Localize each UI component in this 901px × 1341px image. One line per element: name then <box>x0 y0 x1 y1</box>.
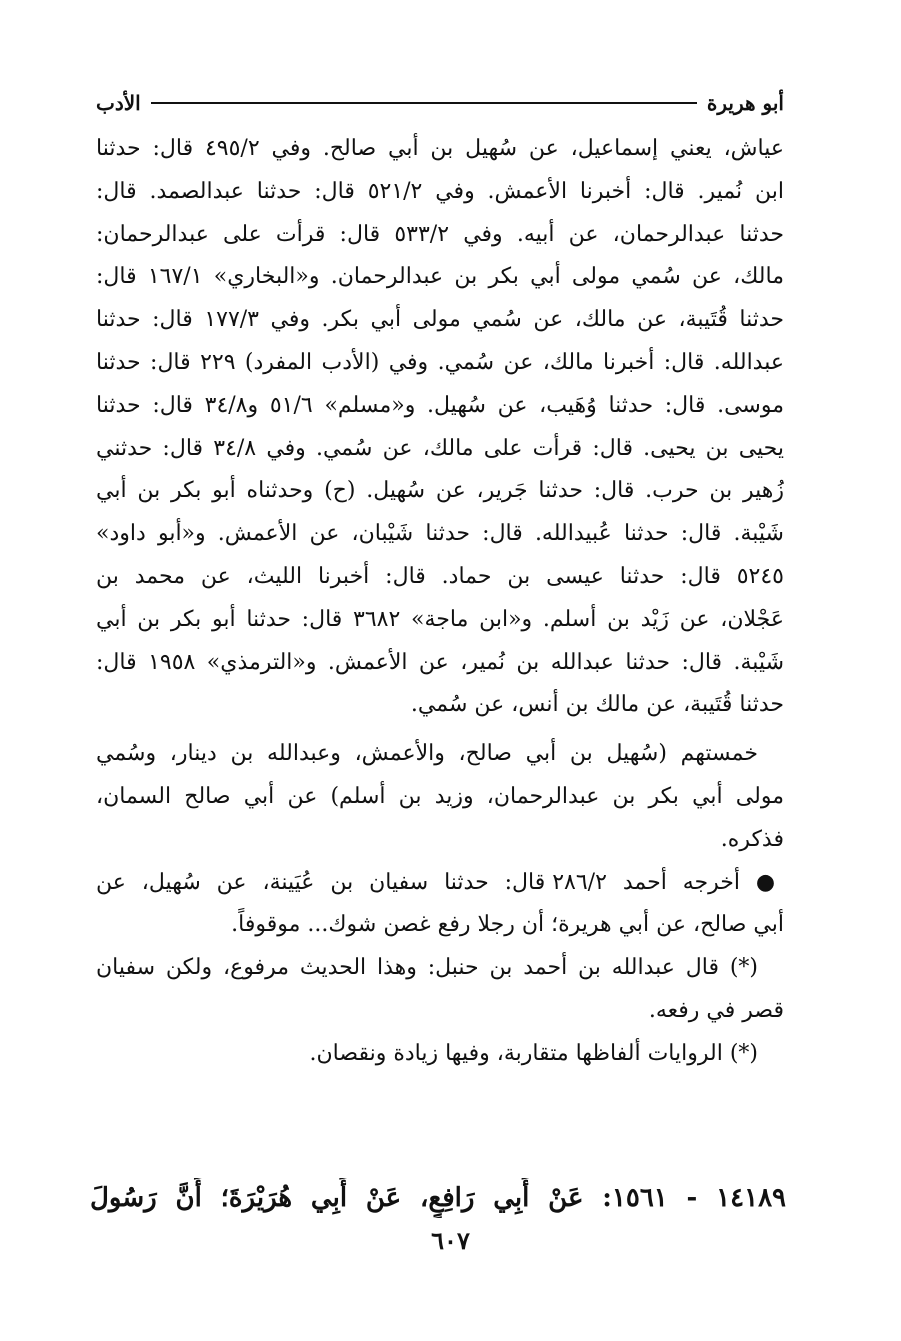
text-line: أبي صالح، عن أبي هريرة؛ أن رجلا رفع غصن شوك... موقوفاً. <box>231 912 784 938</box>
text-line: حدثنا قُتَيبة، عن مالك بن أنس، عن سُمي. <box>410 692 784 718</box>
text-line: مولى أبي بكر بن عبدالرحمان، وزيد بن أسلم) عن أبي صالح السمان، <box>96 783 784 809</box>
text-line: موسى. قال: حدثنا وُهَيب، عن سُهيل. و«مسلم» ٥١/٦ و٣٤/٨ قال: حدثنا <box>96 392 784 418</box>
text-line: حدثنا قُتَيبة، عن مالك، عن سُمي مولى أبي بكر. وفي ١٧٧/٣ قال: حدثنا <box>96 307 784 333</box>
text-line: زُهير بن حرب. قال: حدثنا جَرير، عن سُهيل. (ح) وحدثناه أبو بكر بن أبي <box>96 478 784 504</box>
text-line: حدثنا عبدالرحمان، عن أبيه. وفي ٥٣٣/٢ قال: قرأت على عبدالرحمان: <box>96 221 784 247</box>
next-hadith-heading: ١٤١٨٩ - ١٥٦١: عَنْ أَبِي رَافِعٍ، عَنْ أَبِي هُرَيْرَةَ؛ أَنَّ رَسُولَ <box>90 1183 786 1213</box>
note-riwayat <box>96 1033 784 1076</box>
text-line: يحيى بن يحيى. قال: قرأت على مالك، عن سُمي. وفي ٣٤/٨ قال: حدثني <box>96 435 784 461</box>
page-body <box>96 128 784 1076</box>
text-line: قصر في رفعه. <box>648 997 784 1023</box>
text-line: مالك، عن سُمي مولى أبي بكر بن عبدالرحمان. و«البخاري» ١٦٧/١ قال: <box>96 264 784 290</box>
note-abdullah <box>96 947 784 1033</box>
text-line: (*) الروايات ألفاظها متقاربة، وفيها زيادة ونقصان. <box>309 1040 758 1066</box>
paragraph-five-narrators <box>96 733 784 861</box>
text-line: عَجْلان، عن زَيْد بن أسلم. و«ابن ماجة» ٣٦٨٢ قال: حدثنا أبو بكر بن أبي <box>96 606 784 632</box>
text-line: ابن نُمير. قال: أخبرنا الأعمش. وفي ٥٢١/٢ قال: حدثنا عبدالصمد. قال: <box>96 178 784 204</box>
page-number: ٦٠٧ <box>431 1226 470 1255</box>
text-line: شَيْبة. قال: حدثنا عبدالله بن نُمير، عن الأعمش. و«الترمذي» ١٩٥٨ قال: <box>96 649 784 675</box>
header-chapter-title: الأدب <box>96 91 141 115</box>
paragraph-ahmad-mawquf <box>96 862 784 948</box>
running-header <box>96 88 784 118</box>
header-narrator-name: أبو هريرة <box>706 91 784 115</box>
text-line: شَيْبة. قال: حدثنا عُبيدالله. قال: حدثنا شَيْبان، عن الأعمش. و«أبو داود» <box>96 521 784 547</box>
text-line: عبدالله. قال: أخبرنا مالك، عن سُمي. وفي (الأدب المفرد) ٢٢٩ قال: حدثنا <box>96 349 784 375</box>
text-line: (*) قال عبدالله بن أحمد بن حنبل: وهذا الحديث مرفوع، ولكن سفيان <box>96 955 758 981</box>
text-line: ٥٢٤٥ قال: حدثنا عيسى بن حماد. قال: أخبرنا الليث، عن محمد بن <box>96 563 784 589</box>
text-line: خمستهم (سُهيل بن أبي صالح، والأعمش، وعبدالله بن دينار، وسُمي <box>96 741 758 767</box>
text-line: ● أخرجه أحمد ٢٨٦/٢ قال: حدثنا سفيان بن عُيَينة، عن سُهيل، عن <box>96 869 784 895</box>
paragraph-chain-of-narration <box>96 128 784 727</box>
text-line: فذكره. <box>720 826 784 852</box>
text-line: عياش، يعني إسماعيل، عن سُهيل بن أبي صالح. وفي ٤٩٥/٢ قال: حدثنا <box>96 136 784 161</box>
header-rule <box>151 102 697 104</box>
